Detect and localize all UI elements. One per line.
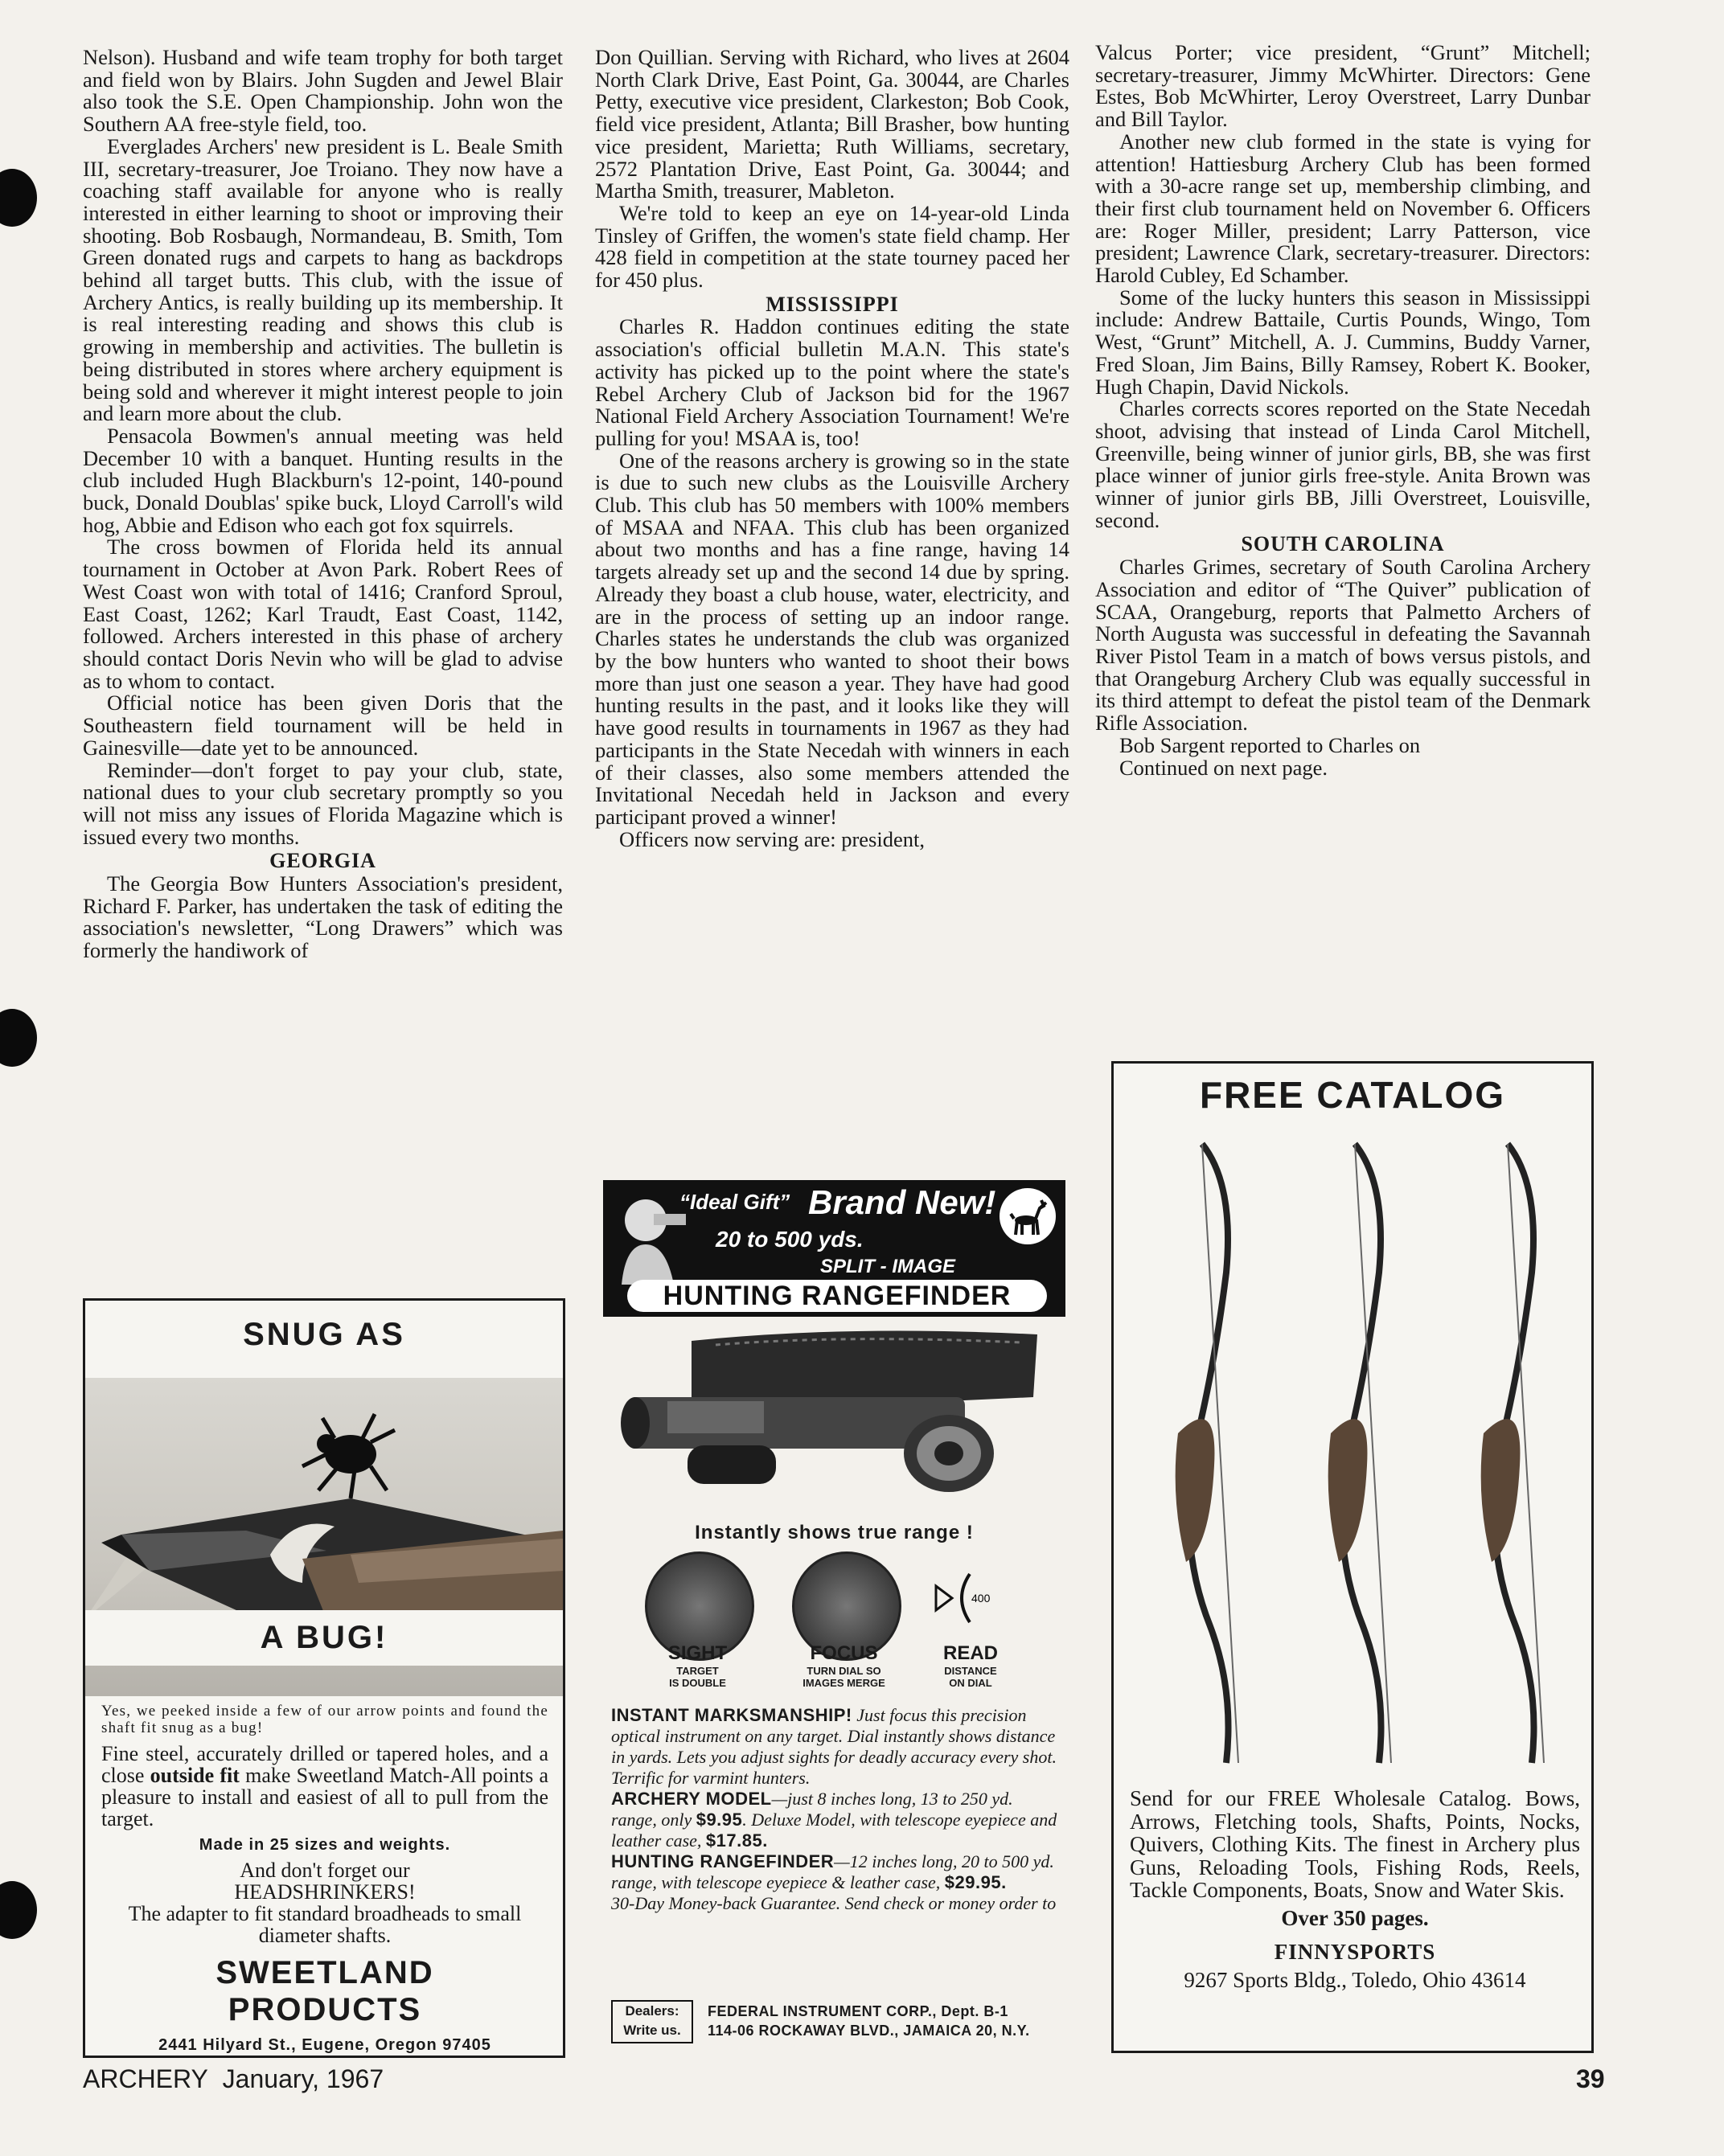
punch-hole-bottom [0,1881,37,1939]
article-column-3 [1095,42,1591,779]
article-paragraph: Some of the lucky hunters this season in Mississippi include: Andrew Battaile, Curtis Pounds, Wingo, Tom West, “Grunt” Mitchell, A. J. Cummins, Buddy Varner, Fred Sloan, Jim Bains, Billy Ramsey, Robert K. Booker, Hugh Chapin, David Nickols. [1095,285,1591,399]
article-paragraph: Nelson). Husband and wife team trophy for both target and field won by Blairs. John Sugden and Jewel Blair also took the S.E. Open Championship. John won the Southern AA free-style field, too. [83,45,563,137]
finnysports-ad [1111,1061,1594,2053]
archery-model-paragraph: ARCHERY MODEL—just 8 inches long, 13 to 250 yd. range, only $9.95. Deluxe Model, with telescope eyepiece and leather case, $17.85. [611,1789,1057,1851]
sweetland-sizes: Made in 25 sizes and weights. [199,1836,451,1854]
page-number: 39 [1576,2064,1605,2093]
dealers-box: Dealers: Write us. [611,2000,693,2043]
article-paragraph: Everglades Archers' new president is L. Beale Smith III, secretary-treasurer, Joe Troiano. They now have a coaching staff available for anyone who is really interested in either learning to shoot or improving their shooting. Bob Rosbaugh, Normandeau, B. Smith, Tom Green donated rugs and carpets to hang as backdrops behind all target butts. This club, with the issue of Archery Antics, is really building up its membership. It is real interesting reading and shows this club is growing in membership and activities. The bulletin is being distributed in stores where archery equipment is being sold and wherever it might interest people to join and learn more about the club. [83,133,563,426]
sweetland-body: Fine steel, accurately drilled or tapered holes, and a close outside fit make Sweetland Match-All points a pleasure to install and easiest of all to pull from the target. [101,1742,549,1830]
step-sight: SIGHT TARGET IS DOUBLE [667,1642,728,1689]
article-paragraph: Don Quillian. Serving with Richard, who lives at 2604 North Clark Drive, East Point, Ga. 30044, are Charles Petty, executive vice president, Clarkeston; Bob Cook, field vice president, Atlanta; Bill Brasher, bow hunting vice president, Marietta; Ruth Williams, secretary, 2572 Plantation Drive, East Point, Ga. 30044; and Martha Smith, treasurer, Mableton. [595,45,1069,203]
article-paragraph: Charles Grimes, secretary of South Carolina Archery Association and editor of “The Quiver” publication of SCAA, Orangeburg, reports that Palmetto Archers of North Augusta was successful in defeating the Savannah River Pistol Team in a match of bows versus pistols, and that Orangeburg Archery Club was equally successful in its third attempt to defeat the pistol team of the Denmark Rifle Association. [1095,555,1591,736]
article-paragraph: Official notice has been given Doris that the Southeastern field tournament will be held in Gainesville—date yet to be announced. [83,691,563,760]
deer-icon [1000,1188,1056,1244]
rangefinder-product-image [603,1325,1065,1534]
article-paragraph: The cross bowmen of Florida held its annual tournament in October at Avon Park. Robert Rees of West Coast won with total of 1416; Cranford Sproul, East Coast, 1262; Karl Traudt, East Coast, 1142, followed. Archers interested in this phase of archery should contact Doris Nevin who will be glad to advise as to whom to contact. [83,535,563,693]
sweetland-address: 2441 Hilyard St., Eugene, Oregon 97405 [158,2036,491,2054]
split-image: SPLIT - IMAGE [820,1256,955,1277]
hunting-model-paragraph: HUNTING RANGEFINDER—12 inches long, 20 to 500 yd. range, with telescope eyepiece & leather case, $29.95. [611,1851,1054,1892]
article-paragraph: Reminder—don't forget to pay your club, state, national dues to your club secretary promptly so you will not miss any issues of Florida Magazine which is issued every two months. [83,757,563,849]
sweetland-ad [83,1298,565,2058]
federal-address: 114-06 ROCKAWAY BLVD., JAMAICA 20, N.Y. [708,2023,1030,2039]
federal-company: FEDERAL INSTRUMENT CORP., Dept. B-1 [708,2003,1008,2019]
rangefinder-ad [603,1180,1065,2058]
sweetland-headline-top: SNUG AS [243,1317,405,1352]
article-paragraph: Another new club formed in the state is vying for attention! Hattiesburg Archery Club has been formed with a 30-acre range set up, membership climbing, and their first club tournament held on November 6. Officers are: Roger Miller, president; Larry Patterson, vice president; Lawrence Clark, secretary-treasurer. Directors: Harold Cubley, Ed Schamber. [1095,129,1591,288]
finny-company: FINNYSPORTS [1274,1940,1436,1964]
sweetland-company-2: PRODUCTS [228,1992,422,2027]
rangefinder-title: HUNTING RANGEFINDER [627,1280,1047,1312]
article-paragraph: Officers now serving are: president, [619,826,925,851]
article-column-1 [83,47,563,962]
article-column-2 [595,47,1069,851]
article-paragraph: The Georgia Bow Hunters Association's president, Richard F. Parker, has undertaken the task of editing the association's newsletter, “Long Drawers” which was formerly the handiwork of [83,871,563,963]
bows-illustration [1114,1128,1591,1771]
article-paragraph: Pensacola Bowmen's annual meeting was held December 10 with a banquet. Hunting results in the club included Hugh Blackburn's 12-point, 140-pound buck, Donald Doublas' spike buck, Lloyd Carroll's wild hog, Abbie and Edison who each got fox squirrels. [83,423,563,537]
ideal-gift: “Ideal Gift” [679,1190,790,1214]
footer-magazine [83,2064,384,2094]
section-heading: MISSISSIPPI [766,292,899,316]
sweetland-headline-bottom: A BUG! [85,1610,563,1666]
read-dial-icon [934,1570,999,1626]
article-paragraph: We're told to keep an eye on 14-year-old Linda Tinsley of Griffen, the women's state field champ. Her 428 field in competition at the state tourney paced her for 450 plus. [595,200,1069,293]
punch-hole-top [0,169,37,227]
brand-new: Brand New! [808,1183,996,1221]
continued-note: Continued on next page. [1119,755,1328,780]
section-heading: GEORGIA [269,849,376,873]
step-read: READ DISTANCE ON DIAL [942,1642,998,1689]
rangefinder-banner [603,1180,1065,1317]
guarantee: 30-Day Money-back Guarantee. Send check or money order to [611,1893,1057,1913]
section-heading: SOUTH CAROLINA [1241,532,1445,556]
rangefinder-tagline: Instantly shows true range ! [695,1522,974,1543]
finny-pages: Over 350 pages. [1281,1905,1429,1930]
issue-date: January, 1967 [222,2064,384,2093]
article-paragraph: Charles R. Haddon continues editing the state association's official bulletin M.A.N. This state's activity has picked up to the point where the state's Rebel Archery Club of Jackson bid for the 1967 National Field Archery Association Tournament! We're pulling for you! MSAA is, too! [595,314,1069,450]
finny-address: 9267 Sports Bldg., Toledo, Ohio 43614 [1184,1967,1526,1992]
marksmanship-paragraph: INSTANT MARKSMANSHIP! Just focus this precision optical instrument on any target. Dial instantly shows distance in yards. Lets you adjust sights for deadly accuracy every shot. Terrific for varmint hunters. [611,1705,1057,1788]
article-paragraph: One of the reasons archery is growing so in the state is due to such new clubs as the Louisville Archery Club. This club has 50 members with 100% members of MSAA and NFAA. This club has been organized about two months and has a fine range, having 14 targets already set up and the second 14 due by spring. Already they boast a club house, water, electricity, and are in the process of setting up an indoor range. Charles states he understands the club was organized by the bow hunters who wanted to shoot their bows more than just one season a year. They have had good hunting results in the past, and it looks like they will have good results in tournaments in 1967 as they had participants in the State Necedah with winners in each of their classes, also some members attended the Invitational Necedah held in Jackson and every participant proved a winner! [595,448,1069,829]
finny-headline: FREE CATALOG [1199,1074,1506,1116]
rangefinder-copy [611,1705,1061,1914]
federal-instrument-info [708,2002,1030,2040]
sweetland-adapter: The adapter to fit standard broadheads to small diameter shafts. [128,1902,522,1947]
sweetland-reminder-1: And don't forget our [240,1859,410,1882]
finny-body: Send for our FREE Wholesale Catalog. Bows, Arrows, Fletching tools, Shafts, Points, Nocks, Quivers, Clothing Kits. The finest in Archery plus Guns, Reloading Tools, Fishing Rods, Reels, Tackle Components, Boats, Snow and Water Skis. Over 350 pages. FINNYSPORTS 9267 Sports Bldg., Toledo, Ohio 43614 [1130,1786,1580,1992]
punch-hole-middle [0,1009,37,1067]
sweetland-small-text: Yes, we peeked inside a few of our arrow points and found the shaft fit snug as a bug! [101,1703,548,1736]
dial-number: 400 [971,1592,991,1605]
hunter-icon [610,1188,690,1285]
sweetland-reminder-2: HEADSHRINKERS! [234,1880,416,1904]
magazine-name: ARCHERY [83,2064,208,2093]
range-text: 20 to 500 yds. [716,1227,864,1252]
article-paragraph: Charles corrects scores reported on the State Necedah shoot, advising that instead of Linda Carol Mitchell, Greenville, being winner of junior girls, BB, she was first place winner of junior girls free-style. Anita Brown was winner of junior girls BB, Jilli Overstreet, Louisville, second. [1095,396,1591,532]
article-paragraph: Valcus Porter; vice president, “Grunt” Mitchell; secretary-treasurer, Jimmy McWhirter. Directors: Gene Estes, Bob McWhirter, Leroy Overstreet, Larry Dunbar and Bill Taylor. [1095,40,1591,132]
article-paragraph: Bob Sargent reported to Charles on [1119,732,1421,757]
sweetland-company-1: SWEETLAND [216,1955,434,1990]
step-focus: FOCUS TURN DIAL SO IMAGES MERGE [802,1642,885,1689]
